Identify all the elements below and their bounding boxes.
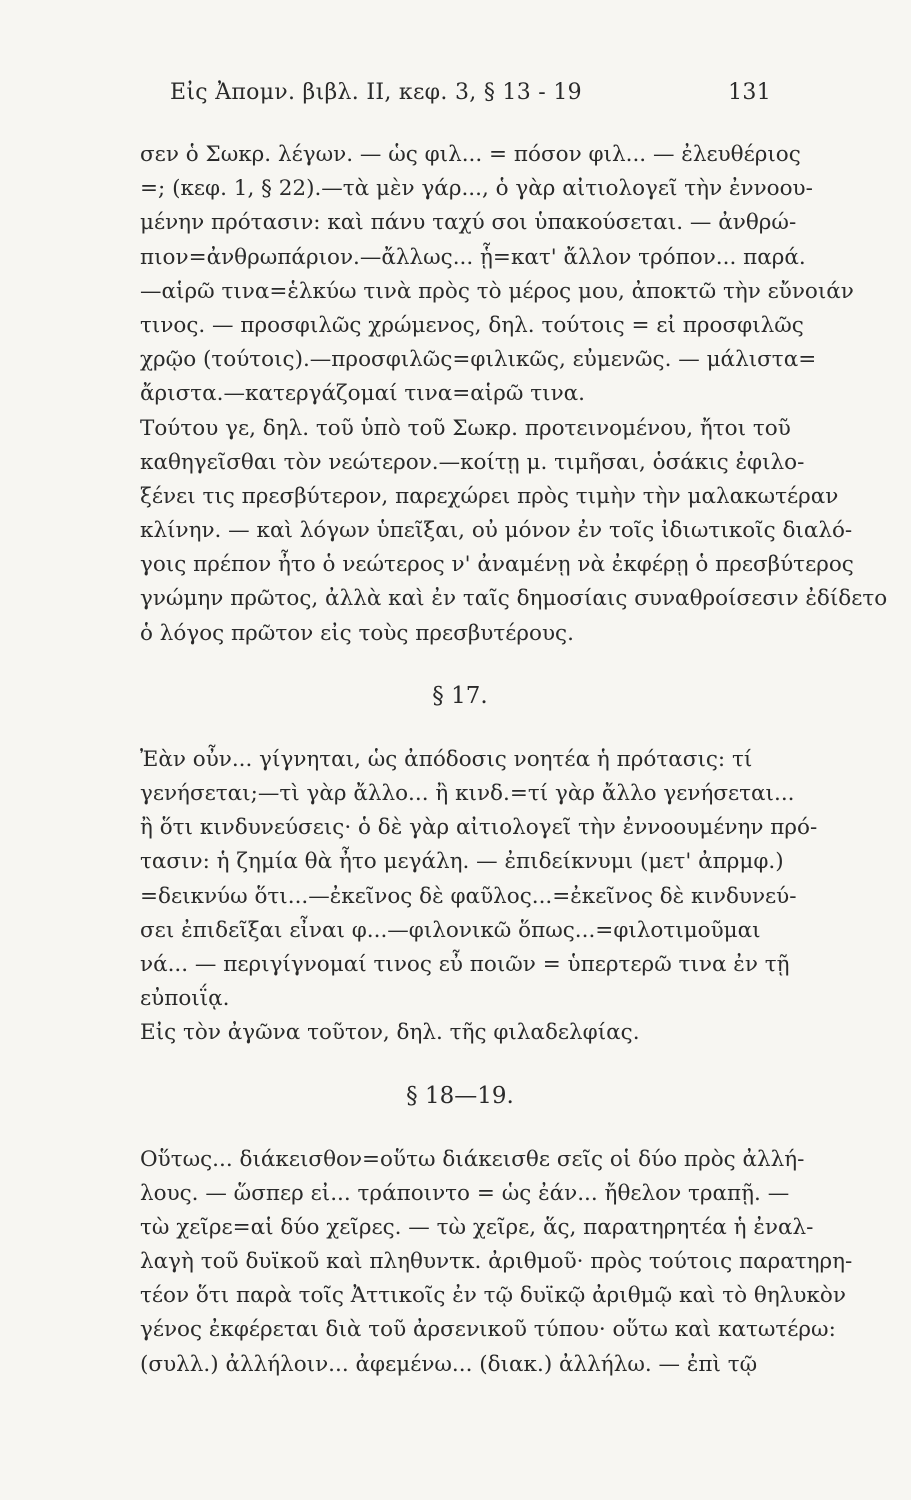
section-heading-17: § 17. <box>432 682 488 709</box>
text-line: ὁ λόγος πρῶτον εἰς τοὺς πρεσβυτέρους. <box>140 620 574 646</box>
text-line: νά... — περιγίγνομαί τινος εὖ ποιῶν = ὑπερτερῶ τινα ἐν τῇ <box>140 951 790 977</box>
text-line: γοις πρέπον ἦτο ὁ νεώτερος ν' ἀναμένῃ νὰ ἐκφέρῃ ὁ πρεσβύτερος <box>140 552 854 578</box>
page-number: 131 <box>728 80 771 105</box>
text-line: λαγὴ τοῦ δυϊκοῦ καὶ πληθυντκ. ἀριθμοῦ· πρὸς τούτοις παρατηρη- <box>140 1249 853 1275</box>
text-line: καθηγεῖσθαι τὸν νεώτερον.—κοίτῃ μ. τιμῆσαι, ὁσάκις ἐφιλο- <box>140 449 805 475</box>
commentary-block-1 <box>140 138 888 651</box>
section-heading-18-19: § 18—19. <box>406 1082 514 1109</box>
text-line: γενήσεται;—τὶ γὰρ ἄλλο... ἢ κινδ.=τί γὰρ ἄλλο γενήσεται... <box>140 781 795 806</box>
text-line: Τούτου γε, δηλ. τοῦ ὑπὸ τοῦ Σωκρ. προτεινομένου, ἤτοι τοῦ <box>140 415 791 441</box>
text-line: τινος. — προσφιλῶς χρώμενος, δηλ. τούτοις = εἰ προσφιλῶς <box>140 312 804 338</box>
text-line: χρῷο (τούτοις).—προσφιλῶς=φιλικῶς, εὐμενῶς. — μάλιστα= <box>140 347 817 373</box>
text-line: λους. — ὥσπερ εἰ... τράποιντο = ὡς ἐάν... ἤθελον τραπῇ. — <box>140 1180 790 1206</box>
text-line: σει ἐπιδεῖξαι εἶναι φ...—φιλονικῶ ὅπως...=φιλοτιμοῦμαι <box>140 917 761 943</box>
text-line: —αἱρῶ τινα=ἑλκύω τινὰ πρὸς τὸ μέρος μου, ἀποκτῶ τὴν εὔνοιάν <box>140 278 854 304</box>
text-line: Εἰς τὸν ἀγῶνα τοῦτον, δηλ. τῆς φιλαδελφίας. <box>140 1020 640 1046</box>
text-line: σεν ὁ Σωκρ. λέγων. — ὡς φιλ... = πόσον φιλ... — ἐλευθέριος <box>140 142 801 167</box>
text-line: Οὕτως... διάκεισθον=οὕτω διάκεισθε σεῖς οἱ δύο πρὸς ἀλλή- <box>140 1146 805 1172</box>
text-line: τασιν: ἡ ζημία θὰ ἦτο μεγάλη. — ἐπιδείκνυμι (μετ' ἀπρμφ.) <box>140 849 784 875</box>
text-line: ἄριστα.—κατεργάζομαί τινα=αἱρῶ τινα. <box>140 381 585 407</box>
text-line: ἢ ὅτι κινδυνεύσεις· ὁ δὲ γὰρ αἰτιολογεῖ τὴν ἐννοουμένην πρό- <box>140 815 818 841</box>
text-line: γένος ἐκφέρεται διὰ τοῦ ἀρσενικοῦ τύπου· οὕτω καὶ κατωτέρω: <box>140 1317 836 1343</box>
text-line: τὼ χεῖρε=αἱ δύο χεῖρες. — τὼ χεῖρε, ἅς, παρατηρητέα ἡ ἐναλ- <box>140 1214 814 1240</box>
page-body <box>140 138 888 1382</box>
commentary-block-2 <box>140 743 818 1051</box>
text-line: κλίνην. — καὶ λόγων ὑπεῖξαι, οὐ μόνον ἐν τοῖς ἰδιωτικοῖς διαλό- <box>140 518 853 544</box>
text-line: ξένει τις πρεσβύτερον, παρεχώρει πρὸς τιμὴν τὴν μαλακωτέραν <box>140 483 839 509</box>
text-line: εὐποιΐᾳ. <box>140 986 230 1012</box>
text-line: =; (κεφ. 1, § 22).—τὰ μὲν γάρ..., ὁ γὰρ αἰτιολογεῖ τὴν ἐννοου- <box>140 176 813 202</box>
text-line: μένην πρότασιν: καὶ πάνυ ταχύ σοι ὑπακούσεται. — ἀνθρώ- <box>140 210 797 236</box>
text-line: Ἐὰν οὖν... γίγνηται, ὡς ἀπόδοσις νοητέα ἡ πρότασις: τί <box>140 746 753 772</box>
text-line: πιον=ἀνθρωπάριον.—ἄλλως... ᾗ=κατ' ἄλλον τρόπον... παρά. <box>140 244 806 270</box>
commentary-block-3 <box>140 1143 853 1382</box>
running-title: Εἰς Ἀπομν. βιβλ. II, κεφ. 3, § 13 - 19 <box>170 80 582 105</box>
text-line: γνώμην πρῶτος, ἀλλὰ καὶ ἐν ταῖς δημοσίαις συναθροίσεσιν ἐδίδετο <box>140 586 888 612</box>
text-line: (συλλ.) ἀλλήλοιν... ἀφεμένω... (διακ.) ἀλλήλω. — ἐπὶ τῷ <box>140 1351 758 1377</box>
text-line: =δεικνύω ὅτι...—ἐκεῖνος δὲ φαῦλος...=ἐκεῖνος δὲ κινδυνεύ- <box>140 883 797 909</box>
text-line: τέον ὅτι παρὰ τοῖς Ἀττικοῖς ἐν τῷ δυϊκῷ ἀριθμῷ καὶ τὸ θηλυκὸν <box>140 1283 846 1309</box>
